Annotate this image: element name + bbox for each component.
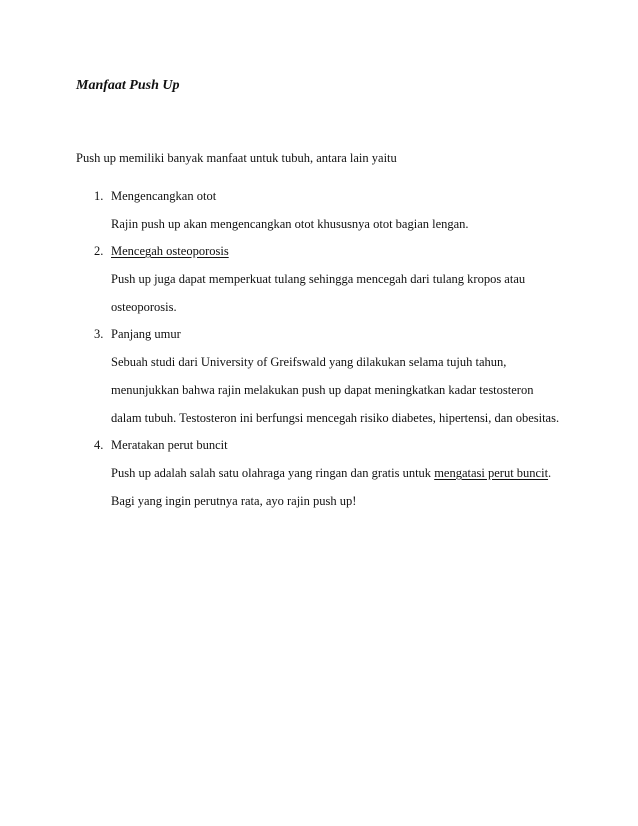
list-item-title: Meratakan perut buncit: [111, 438, 228, 452]
benefits-list: [94, 183, 594, 515]
list-item: [94, 238, 594, 321]
list-item-heading: [94, 238, 594, 265]
list-item-text: Sebuah studi dari University of Greifswald yang dilakukan selama tujuh tahun,: [111, 355, 507, 369]
list-item: [94, 183, 594, 238]
perut-buncit-link[interactable]: mengatasi perut buncit: [434, 466, 549, 480]
list-item-text: osteoporosis.: [111, 300, 177, 314]
list-item-heading: [94, 321, 594, 348]
list-item-text: dalam tubuh. Testosteron ini berfungsi mencegah risiko diabetes, hipertensi, dan obesitas.: [111, 411, 560, 425]
list-item-title-link[interactable]: Mencegah osteoporosis: [111, 244, 229, 258]
list-item-text: Push up juga dapat memperkuat tulang sehingga mencegah dari tulang kropos atau: [111, 272, 526, 286]
list-item-number: 1.: [94, 189, 104, 203]
document-title: Manfaat Push Up: [76, 78, 180, 93]
text-suffix: .: [548, 466, 552, 480]
list-item-heading: [94, 432, 594, 459]
list-item-text: Bagi yang ingin perutnya rata, ayo rajin push up!: [111, 494, 357, 508]
intro-paragraph: Push up memiliki banyak manfaat untuk tubuh, antara lain yaitu: [76, 151, 397, 165]
text-prefix: Push up adalah salah satu olahraga yang ringan dan gratis untuk: [111, 466, 435, 480]
list-item: [94, 321, 594, 432]
list-item-text: [94, 459, 594, 487]
list-item-text: menunjukkan bahwa rajin melakukan push up dapat meningkatkan kadar testosteron: [111, 383, 534, 397]
list-item-heading: [94, 183, 594, 210]
list-item-title: Mengencangkan otot: [111, 189, 217, 203]
list-item-number: 4.: [94, 438, 104, 452]
list-item-number: 2.: [94, 244, 104, 258]
list-item-number: 3.: [94, 327, 104, 341]
list-item: [94, 432, 594, 515]
list-item-title: Panjang umur: [111, 327, 181, 341]
list-item-text: Rajin push up akan mengencangkan otot khususnya otot bagian lengan.: [111, 217, 469, 231]
